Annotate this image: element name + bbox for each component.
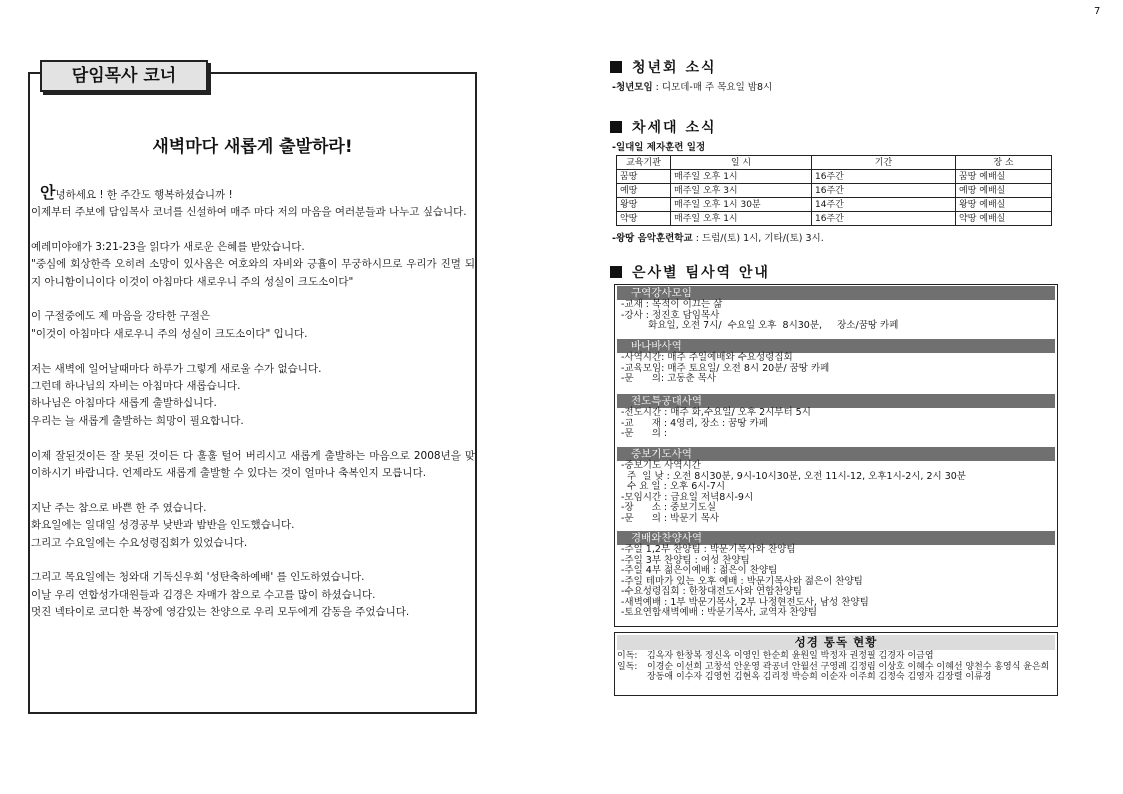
ministry-line: -주일 1,2부 찬양팀 : 박문기목사와 찬양팀	[621, 544, 796, 555]
ministry-section	[617, 531, 1055, 619]
table-cell: 16주간	[812, 170, 956, 184]
ministry-line: -중보기도 사역시간	[621, 460, 701, 471]
ministry-section-header: 경배와찬양사역	[617, 531, 1055, 545]
next-gen-subtitle-text: -일대일 제자훈련 일정	[612, 142, 706, 153]
ministry-line: -사역시간: 매주 주일예배와 수요성령집회	[621, 352, 793, 363]
table-row	[617, 184, 1052, 198]
ministry-line: -모임시간 : 금요일 저녁8시-9시	[621, 491, 754, 503]
pastor-paragraph-line: "중심에 회상한즉 오히려 소망이 있사옴은 여호와의 자비와 긍휼이 무궁하시므로 우리가 진멸 되지 아니함이니이다 이것이 아침마다 새로우니 주의 성실이 크도소이다"	[31, 258, 475, 288]
ministries-title-text: 은사별 팀사역 안내	[632, 265, 770, 281]
ministry-section	[617, 447, 1055, 524]
ministry-line: -전도시간 : 매주 화,수요일/ 오후 2시부터 5시	[621, 407, 811, 418]
ministry-line: 화요일, 오전 7시/ 수요일 오후 8시30분, 장소/꿈땅 카페	[621, 320, 899, 331]
bible-reading-row	[617, 662, 1055, 683]
pastor-greeting	[40, 180, 233, 203]
table-header-cell: 일 시	[671, 156, 812, 170]
music-school-text: : 드럼/(토) 1시, 기타/(토) 3시.	[692, 233, 824, 244]
ministry-section-header: 중보기도사역	[617, 447, 1055, 461]
table-row	[617, 198, 1052, 212]
pastor-paragraph	[31, 239, 475, 291]
table-cell: 매주일 오후 1시 30분	[671, 198, 812, 212]
ministry-line: -주일 4부 젊은이예배 : 젊은이 찬양팀	[621, 565, 778, 576]
ministry-section	[617, 394, 1055, 440]
table-cell: 16주간	[812, 184, 956, 198]
ministry-section-header: 바나바사역	[617, 339, 1055, 353]
ministry-line: -강사 : 정진호 담임목사	[621, 309, 720, 321]
bible-reading-names: 이경순 이선희 고창석 안운영 곽공녀 안월선 구영례 김정림 이상호 이혜수 이혜선 양천수 홍영식 윤은희 장동애 이수자 김영헌 김현옥 김리정 박승희 이순자 이주희 김정숙 김영자 김장렬 이류경	[647, 661, 1050, 682]
table-cell: 왕땅 예배실	[956, 198, 1052, 212]
table-row	[617, 170, 1052, 184]
table-cell: 약땅 예배실	[956, 212, 1052, 226]
ministry-line: -교 재 : 4영리, 장소 : 꿈땅 카페	[621, 417, 768, 429]
pastor-corner-tab: 담임목사 코너	[40, 60, 208, 92]
square-bullet-icon	[610, 121, 622, 133]
table-cell: 약땅	[617, 212, 671, 226]
page-number: 7	[1094, 6, 1101, 17]
table-cell: 16주간	[812, 212, 956, 226]
table-cell: 14주간	[812, 198, 956, 212]
table-cell: 매주일 오후 1시	[671, 170, 812, 184]
pastor-paragraph-line: 멋진 넥타이로 코디한 복장에 영감있는 찬양으로 우리 모두에게 감동을 주었습니다.	[31, 606, 410, 619]
table-header-cell: 장 소	[956, 156, 1052, 170]
pastor-paragraph-line: 화요일에는 일대일 성경공부 낮반과 밤반을 인도했습니다.	[31, 519, 295, 532]
ministry-section-header: 구역강사모임	[617, 286, 1055, 300]
ministry-line: 주 일 낮 : 오전 8시30분, 9시-10시30분, 오전 11시-12, 오후1시-2시, 2시 30분	[621, 470, 966, 482]
table-header-cell: 기간	[812, 156, 956, 170]
pastor-paragraph	[31, 500, 475, 552]
training-schedule-table	[616, 155, 1052, 226]
next-gen-subtitle	[612, 139, 705, 153]
pastor-paragraph-line: 이제 잘된것이든 잘 못된 것이든 다 훌훌 털어 버리시고 새롭게 출발하는 마음으로 2008년을 맞이하시기 바랍니다. 언제라도 새롭게 출발할 수 있다는 것이 얼마나 축복인지 모릅니다.	[31, 449, 475, 480]
ministry-line: 수 요 일 : 오후 6시-7시	[621, 481, 726, 492]
youth-meeting-line	[612, 79, 772, 93]
ministry-section-header: 전도특공대사역	[617, 394, 1055, 408]
table-cell: 매주일 오후 1시	[671, 212, 812, 226]
pastor-paragraph-line: 이 구절중에도 제 마음을 강타한 구절은	[31, 310, 210, 323]
pastor-paragraph-line: 그리고 목요일에는 청와대 기독신우회 '성탄축하예배' 를 인도하였습니다.	[31, 571, 365, 584]
pastor-paragraph	[31, 308, 475, 343]
ministry-line: -주일 3부 찬양팀 : 여성 찬양팀	[621, 554, 750, 566]
pastor-paragraph-line: "이것이 아침마다 새로우니 주의 성실이 크도소이다" 입니다.	[31, 327, 308, 340]
table-cell: 꿈땅	[617, 170, 671, 184]
table-cell: 매주일 오후 3시	[671, 184, 812, 198]
bible-reading-label: 일독:	[617, 661, 638, 672]
square-bullet-icon	[610, 61, 622, 73]
pastor-paragraph	[31, 448, 475, 483]
ministry-line: -주일 테마가 있는 오후 예배 : 박문기목사와 젊은이 찬양팀	[621, 575, 863, 587]
bible-reading-title: 성경 통독 현황	[617, 635, 1055, 650]
table-cell: 예땅	[617, 184, 671, 198]
ministry-section	[617, 339, 1055, 385]
bible-reading-label: 이독:	[617, 651, 638, 661]
pastor-heading: 새벽마다 새롭게 출발하라!	[152, 137, 353, 157]
table-header-row	[617, 156, 1052, 170]
table-cell: 예땅 예배실	[956, 184, 1052, 198]
ministry-line: -토요연합새벽예배 : 박문기목사, 교역자 찬양팀	[621, 607, 818, 618]
youth-meeting-text: : 디모데-매 주 목요일 밤8시	[652, 82, 773, 93]
ministry-line: -문 의 : 박문기 목사	[621, 512, 720, 524]
pastor-paragraph-line: 그런데 하나님의 자비는 아침마다 새롭습니다.	[31, 380, 241, 393]
greeting-first-char: 안	[40, 183, 56, 202]
pastor-paragraph-line: 이날 우리 연합성가대원들과 김경은 자매가 참으로 수고를 많이 하셨습니다.	[31, 588, 376, 601]
ministry-line: -수요성령집회 : 한창대전도사와 연합찬양팀	[621, 586, 802, 597]
pastor-paragraph-line: 예레미야애가 3:21-23을 읽다가 새로운 은혜를 받았습니다.	[31, 240, 305, 253]
next-gen-news-title-text: 차세대 소식	[632, 120, 717, 136]
table-header-cell: 교육기관	[617, 156, 671, 170]
youth-news-title-text: 청년회 소식	[632, 60, 717, 76]
pastor-paragraph-line: 그리고 수요일에는 수요성령집회가 있었습니다.	[31, 536, 248, 549]
square-bullet-icon	[610, 266, 622, 278]
pastor-paragraph	[31, 569, 475, 621]
table-cell: 왕땅	[617, 198, 671, 212]
ministry-section	[617, 286, 1055, 332]
ministry-line: -장 소 : 중보기도실	[621, 502, 717, 513]
ministry-line: -새벽예배 : 1부 박문기목사, 2부 나정현전도사, 남성 찬양팀	[621, 596, 869, 608]
bible-reading-names: 김옥자 한창복 정신옥 이영인 한순희 윤원일 박정자 권정필 김경자 이금엽	[647, 651, 934, 661]
table-row	[617, 212, 1052, 226]
pastor-paragraph-line: 저는 새벽에 일어날때마다 하루가 그렇게 새로울 수가 없습니다.	[31, 362, 322, 375]
ministry-line: -교육모임: 매주 토요일/ 오전 8시 20분/ 꿈땅 카페	[621, 362, 830, 374]
next-gen-news-title	[610, 117, 717, 137]
pastor-paragraph-line: 이제부터 주보에 담임목사 코너를 신설하여 매주 마다 저의 마음을 여러분들과 나누고 싶습니다.	[31, 206, 467, 218]
pastor-paragraph-line: 하나님은 아침마다 새롭게 출발하십니다.	[31, 397, 217, 410]
bible-reading-row	[617, 651, 1055, 662]
youth-news-title	[610, 57, 717, 77]
ministry-line: -문 의: 고동춘 목사	[621, 373, 717, 384]
music-school-line	[612, 230, 824, 244]
pastor-paragraph-line: 우리는 늘 새롭게 출발하는 희망이 필요합니다.	[31, 414, 244, 427]
pastor-paragraph	[31, 361, 475, 431]
youth-meeting-label: -청년모임	[612, 82, 653, 93]
greeting-rest: 녕하세요 ! 한 주간도 행복하셨습니까 !	[55, 189, 233, 201]
ministry-line: -문 의 :	[621, 428, 668, 439]
pastor-paragraph-line: 지난 주는 참으로 바쁜 한 주 였습니다.	[31, 501, 207, 514]
table-cell: 꿈땅 예배실	[956, 170, 1052, 184]
pastor-paragraph	[31, 204, 475, 221]
pastor-body	[31, 204, 475, 639]
ministries-title	[610, 262, 770, 282]
bible-reading-list	[617, 651, 1055, 683]
ministry-line: -교재 : 목적이 이끄는 삶	[621, 299, 723, 310]
music-school-label: -왕땅 음악훈련학교	[612, 233, 693, 244]
